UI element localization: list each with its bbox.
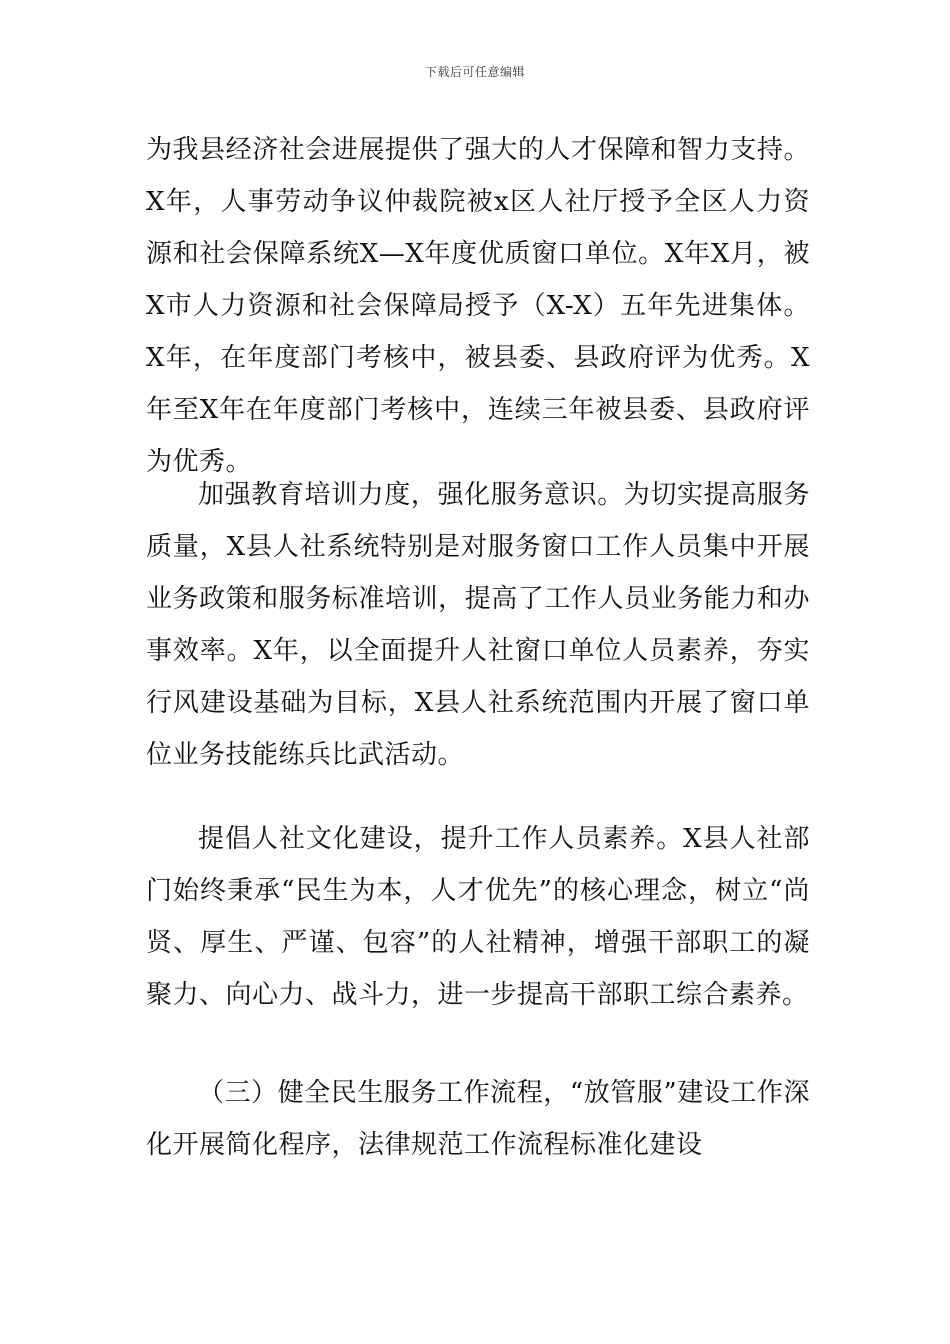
page-header: 下载后可任意编辑 [424, 65, 525, 79]
paragraph-1 [146, 124, 810, 488]
paragraph-3-text: 提倡人社文化建设，提升工作人员素养。X县人社部门始终秉承“民生为本，人才优先”的核心理念，树立“尚贤、厚生、严谨、包容”的人社精神，增强干部职工的凝聚力、向心力、战斗力，进一步提高干部职工综合素养。 [146, 824, 810, 1010]
paragraph-1-text: 为我县经济社会进展提供了强大的人才保障和智力支持。X年，人事劳动争议仲裁院被x区人社厅授予全区人力资源和社会保障系统X—X年度优质窗口单位。X年X月，被X市人力资源和社会保障局授予（X-X）五年先进集体。X年，在年度部门考核中，被县委、县政府评为优秀。X年至X年在年度部门考核中，连续三年被县委、县政府评为优秀。 [146, 135, 810, 477]
paragraph-2 [146, 469, 810, 781]
paragraph-3 [146, 813, 810, 1021]
paragraph-4-text: （三）健全民生服务工作流程，“放管服”建设工作深化开展简化程序，法律规范工作流程标准化建设 [146, 1078, 810, 1160]
paragraph-2-text: 加强教育培训力度，强化服务意识。为切实提高服务质量，X县人社系统特别是对服务窗口工作人员集中开展业务政策和服务标准培训，提高了工作人员业务能力和办事效率。X年，以全面提升人社窗口单位人员素养，夯实行风建设基础为目标，X县人社系统范围内开展了窗口单位业务技能练兵比武活动。 [146, 480, 810, 770]
paragraph-4 [146, 1067, 810, 1171]
